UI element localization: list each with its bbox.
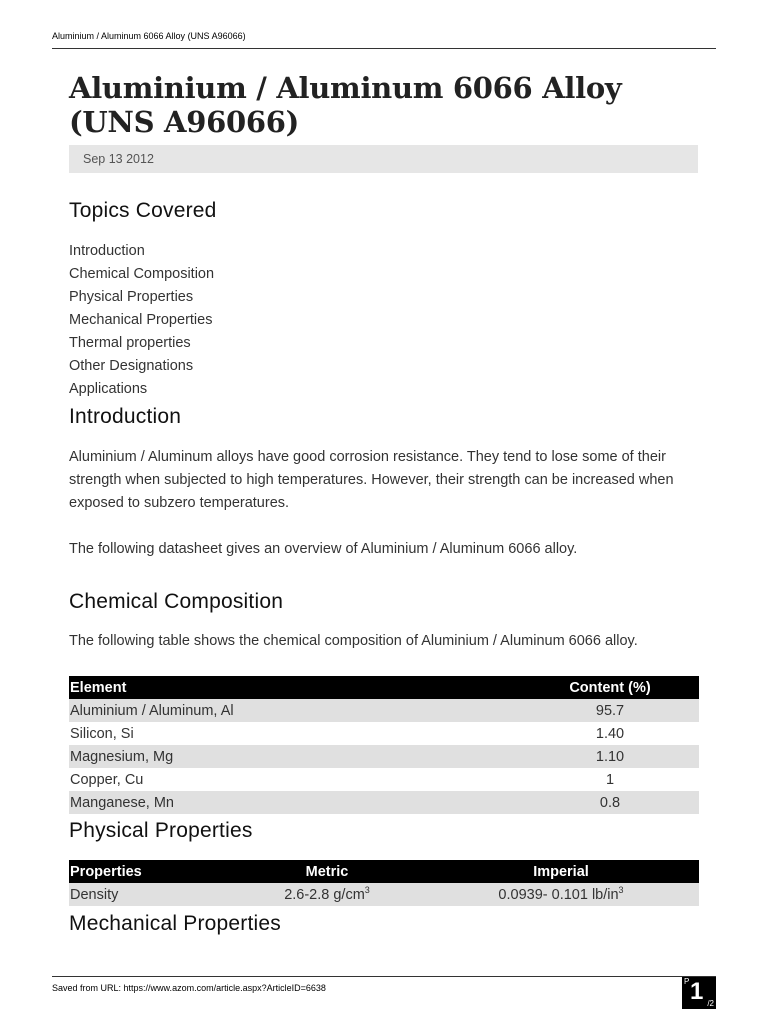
element-cell: Manganese, Mn <box>69 791 521 814</box>
topic-link-chemical-composition[interactable]: Chemical Composition <box>69 266 215 282</box>
saved-from-url <box>52 983 326 993</box>
column-header-element: Element <box>69 676 521 699</box>
chemical-composition-table <box>69 676 699 814</box>
running-header-title: Aluminium / Aluminum 6066 Alloy (UNS A96066) <box>52 31 246 41</box>
property-cell: Density <box>69 883 231 906</box>
element-cell: Copper, Cu <box>70 771 144 788</box>
column-header-properties: Properties <box>69 860 231 883</box>
table-row <box>69 791 699 814</box>
content-cell: 1 <box>605 771 615 788</box>
table-row <box>69 883 699 906</box>
imperial-value: 0.0939- 0.101 lb/in <box>498 886 619 903</box>
running-header <box>52 31 716 49</box>
content-cell: 95.7 <box>521 699 699 722</box>
table-header-row <box>69 860 699 883</box>
table-row <box>69 722 699 745</box>
column-header-metric: Metric <box>231 860 423 883</box>
publish-date: Sep 13 2012 <box>83 152 154 166</box>
chemical-composition-intro: The following table shows the chemical composition of Aluminium / Aluminum 6066 alloy. <box>69 633 638 649</box>
page-title: Aluminium / Aluminum 6066 Alloy (UNS A96066) <box>69 71 622 139</box>
topic-link-other-designations[interactable]: Other Designations <box>69 358 194 374</box>
content-cell: 1.10 <box>521 745 699 768</box>
page-number: 1 <box>690 978 704 1005</box>
column-header-content: Content (%) <box>521 676 699 699</box>
topic-link-applications[interactable]: Applications <box>69 381 148 397</box>
content-cell: 0.8 <box>521 791 699 814</box>
metric-cell <box>231 883 423 906</box>
introduction-heading: Introduction <box>69 405 182 428</box>
column-header-imperial: Imperial <box>423 860 699 883</box>
physical-properties-heading: Physical Properties <box>69 819 253 842</box>
chemical-composition-heading: Chemical Composition <box>69 590 284 613</box>
date-bar <box>69 145 698 173</box>
physical-properties-table <box>69 860 699 906</box>
metric-exponent: 3 <box>364 884 370 895</box>
page-prefix: P <box>684 977 690 986</box>
page-number-badge <box>682 977 716 1009</box>
datasheet-overview-paragraph: The following datasheet gives an overview of Aluminium / Aluminum 6066 alloy. <box>69 541 578 557</box>
table-row <box>69 768 699 791</box>
imperial-cell <box>423 883 699 906</box>
saved-from-label: Saved from URL: <box>52 983 122 993</box>
topics-heading: Topics Covered <box>69 199 217 222</box>
element-cell: Magnesium, Mg <box>69 745 521 768</box>
introduction-paragraph: Aluminium / Aluminum alloys have good corrosion resistance. They tend to lose some of their strength when subjected to high temperatures. However, their strength can be increased when exposed to subzero temperatures. <box>69 449 674 511</box>
element-cell: Aluminium / Aluminum, Al <box>69 699 521 722</box>
table-header-row <box>69 676 699 699</box>
topic-link-physical-properties[interactable]: Physical Properties <box>69 289 194 305</box>
element-cell: Silicon, Si <box>70 725 134 742</box>
imperial-exponent: 3 <box>618 884 624 895</box>
table-row <box>69 699 699 722</box>
table-row <box>69 745 699 768</box>
source-url-link[interactable]: https://www.azom.com/article.aspx?ArticleID=6638 <box>123 983 326 993</box>
topic-link-introduction[interactable]: Introduction <box>69 243 145 259</box>
topic-link-thermal-properties[interactable]: Thermal properties <box>69 335 191 351</box>
content-cell: 1.40 <box>595 725 625 742</box>
topic-link-mechanical-properties[interactable]: Mechanical Properties <box>69 312 213 328</box>
page-footer <box>52 976 716 1008</box>
topics-list <box>69 240 214 401</box>
page-total: /2 <box>707 999 714 1008</box>
metric-value: 2.6-2.8 g/cm <box>284 886 365 903</box>
mechanical-properties-heading: Mechanical Properties <box>69 912 281 935</box>
